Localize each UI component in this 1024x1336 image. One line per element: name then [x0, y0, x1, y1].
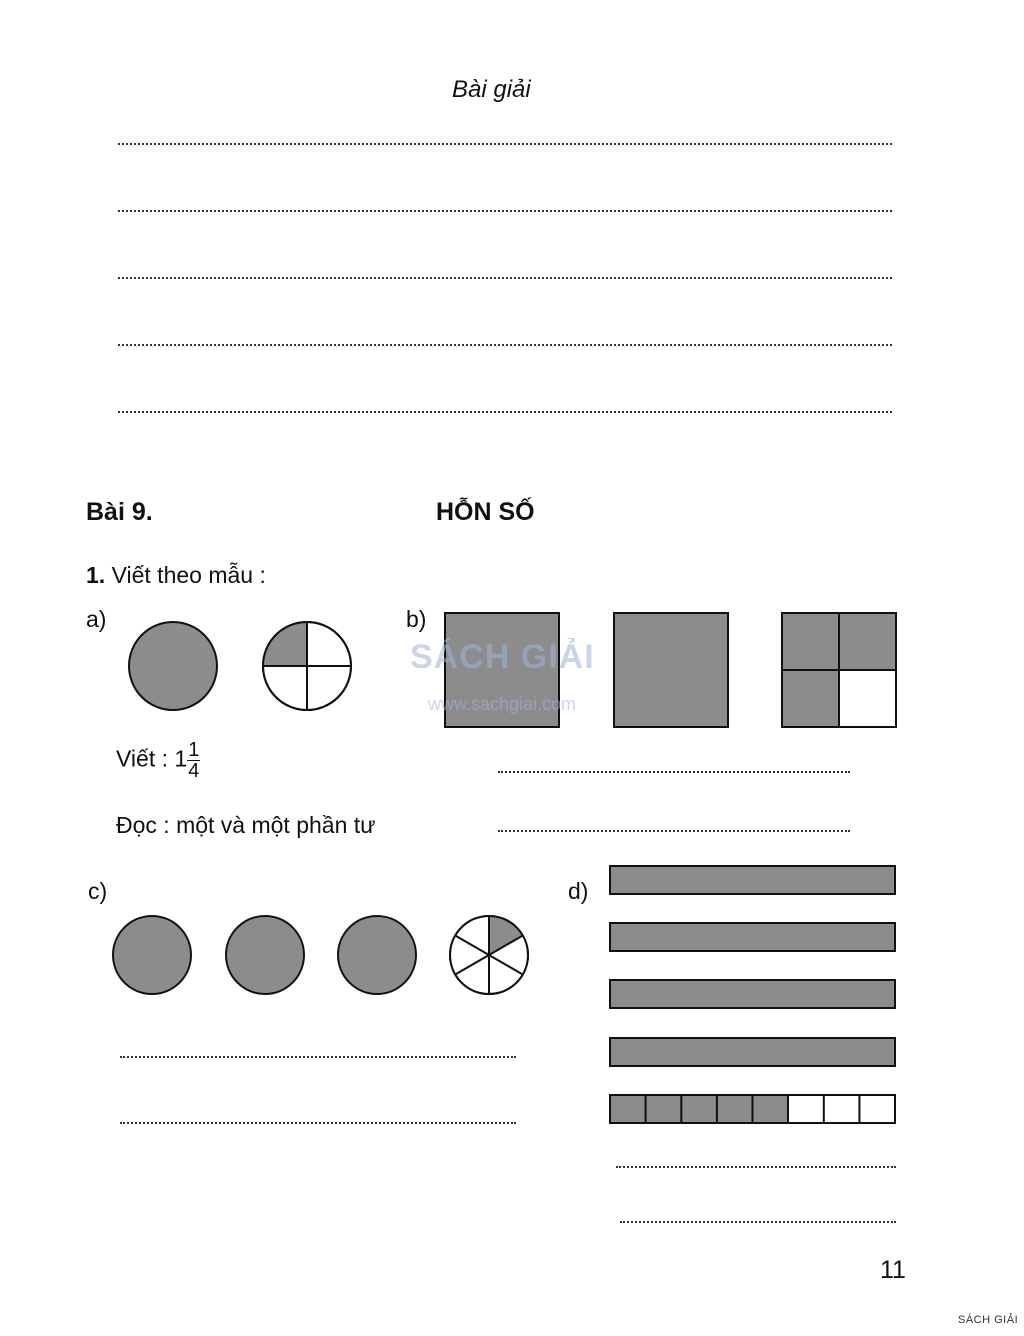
answer-line[interactable]: [120, 1122, 516, 1124]
part-b-label: b): [406, 606, 427, 632]
part-d-label: d): [568, 878, 589, 904]
full-bar: [610, 866, 895, 894]
answer-line[interactable]: [120, 1056, 516, 1058]
full-square: [614, 613, 728, 727]
answer-line[interactable]: [620, 1221, 896, 1223]
full-circle: [113, 916, 191, 994]
watermark-url: www.sachgiai.com: [428, 694, 577, 714]
mixed-fraction: [187, 740, 200, 781]
part-c-label: c): [88, 878, 108, 904]
three-quarter-square: [782, 613, 896, 727]
answer-line[interactable]: [616, 1166, 896, 1168]
part-a-figure: [125, 618, 365, 718]
answer-line[interactable]: [118, 143, 892, 145]
solution-heading: Bài giải: [452, 76, 531, 103]
write-line: [116, 740, 200, 781]
full-bar: [610, 980, 895, 1008]
footer-logo: SÁCH GIẢI: [958, 1314, 1019, 1326]
answer-line[interactable]: [118, 277, 892, 279]
answer-line[interactable]: [498, 771, 850, 773]
lesson-number: Bài 9.: [86, 498, 153, 526]
sixth-circle: [450, 916, 528, 994]
full-circle: [226, 916, 304, 994]
answer-line[interactable]: [498, 830, 850, 832]
write-label: Viết :: [116, 745, 175, 772]
answer-line[interactable]: [118, 411, 892, 413]
answer-line[interactable]: [118, 344, 892, 346]
quarter-circle: [263, 622, 351, 710]
partial-bar: [610, 1095, 895, 1123]
read-line: Đọc : một và một phần tư: [116, 812, 376, 838]
page-number: 11: [880, 1256, 906, 1284]
full-circle: [338, 916, 416, 994]
full-bar: [610, 923, 895, 951]
part-c-figure: [108, 912, 538, 1000]
lesson-title: HỖN SỐ: [436, 498, 535, 526]
full-bar: [610, 1038, 895, 1066]
watermark-brand: SÁCH GIẢI: [410, 638, 595, 676]
exercise-number: 1.: [86, 562, 106, 588]
answer-line[interactable]: [118, 210, 892, 212]
mixed-whole: 1: [174, 745, 188, 772]
fraction-numerator: 1: [188, 739, 200, 761]
fraction-denominator: 4: [188, 760, 200, 782]
part-d-figure: [606, 862, 902, 1130]
exercise-instruction: [86, 562, 266, 589]
exercise-text: Viết theo mẫu :: [111, 562, 266, 588]
part-a-label: a): [86, 606, 107, 632]
full-circle: [129, 622, 217, 710]
